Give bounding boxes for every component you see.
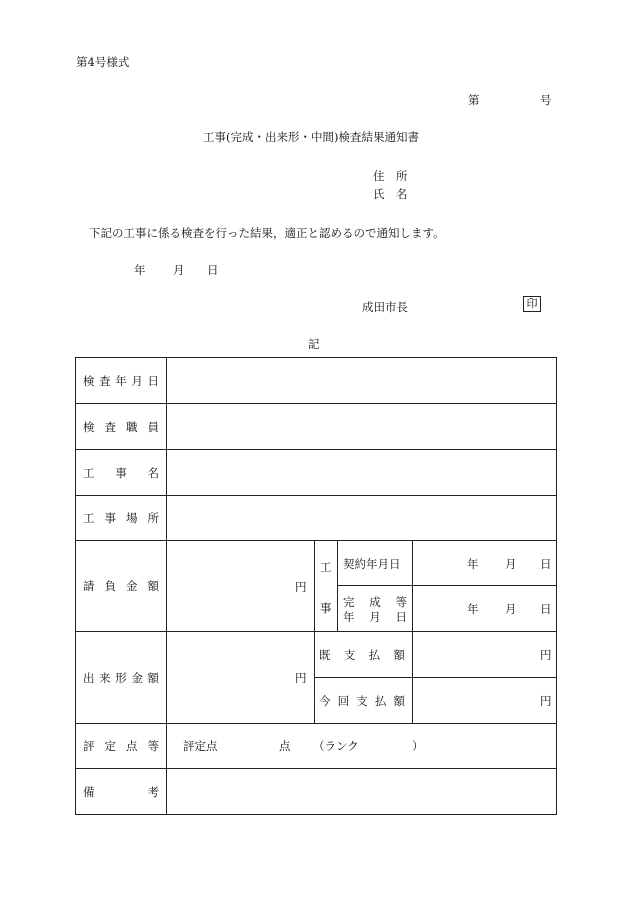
inspection-table	[75, 357, 557, 815]
doc-number-suffix: 号	[540, 93, 552, 107]
recipient-name-label: 氏 名	[373, 187, 408, 201]
work-vertical-1: 工	[320, 560, 332, 574]
contract-date-day: 日	[540, 557, 552, 571]
body-text: 下記の工事に係る検査を行った結果，適正と認めるので通知します。	[89, 226, 445, 240]
row-label-rating: 評 定 点 等	[83, 739, 159, 753]
completion-label-line2: 年 月 日	[343, 610, 407, 624]
date-month: 月	[173, 263, 185, 277]
progress-amount-yen: 円	[295, 671, 307, 685]
contract-date-label: 契約年月日	[343, 557, 401, 571]
doc-number-prefix: 第	[468, 93, 480, 107]
row-label-work-name: 工 事 名	[83, 465, 159, 480]
completion-label-line1: 完 成 等	[343, 595, 407, 609]
completion-date-month: 月	[505, 602, 517, 616]
row-label-inspector: 検 査 職 員	[83, 419, 159, 434]
form-number: 第4号様式	[76, 55, 130, 69]
rank-open: （ランク	[313, 739, 359, 753]
row-label-progress-amount: 出 来 形 金 額	[83, 670, 159, 685]
contract-date-month: 月	[505, 557, 517, 571]
current-payment-label: 今 回 支 払 額	[319, 694, 405, 708]
row-label-work-place: 工 事 場 所	[83, 511, 159, 525]
paid-label: 既 支 払 額	[319, 648, 405, 662]
contract-date-year: 年	[467, 557, 479, 571]
row-label-remarks: 備 考	[83, 784, 159, 799]
issuer-seal	[523, 296, 541, 312]
current-payment-yen: 円	[540, 694, 552, 708]
rank-close: ）	[412, 739, 424, 753]
work-vertical-2: 事	[320, 601, 332, 615]
ki-heading: 記	[308, 337, 320, 351]
document-title: 工事(完成・出来形・中間)検査結果通知書	[203, 130, 419, 144]
paid-yen: 円	[540, 648, 552, 662]
recipient-address-label: 住 所	[373, 169, 408, 183]
completion-date-day: 日	[540, 602, 552, 616]
score-point: 点	[279, 739, 291, 753]
contract-amount-yen: 円	[295, 580, 307, 594]
issuer-name: 成田市長	[362, 300, 408, 314]
completion-date-year: 年	[467, 602, 479, 616]
score-label: 評定点	[183, 739, 218, 753]
row-label-inspection-date: 検 査 年 月 日	[83, 373, 159, 388]
row-label-contract-amount: 請 負 金 額	[83, 579, 159, 593]
date-day: 日	[207, 263, 219, 277]
date-year: 年	[134, 263, 146, 277]
seal-stamp: 印	[523, 296, 541, 312]
